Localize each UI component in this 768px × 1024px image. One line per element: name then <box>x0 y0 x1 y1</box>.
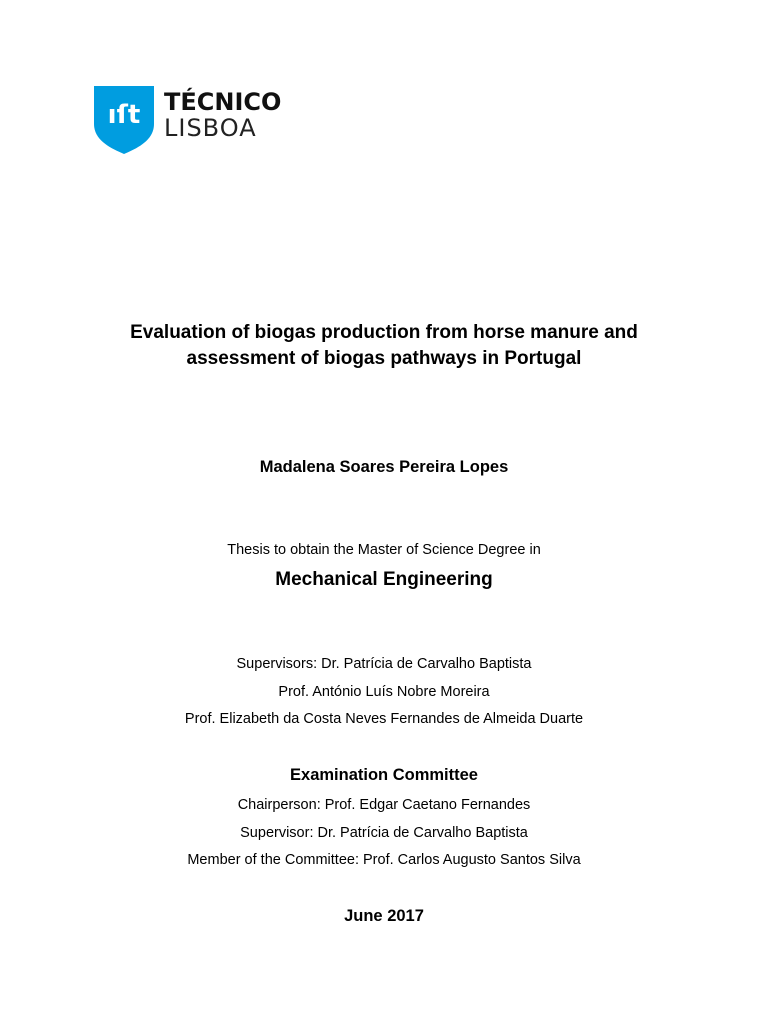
thesis-title-line-2: assessment of biogas pathways in Portugal <box>186 348 582 369</box>
logo-line-lisboa: LISBOA <box>164 114 257 142</box>
shield-glyph: ıſt <box>107 100 141 130</box>
tecnico-lisboa-logo <box>94 86 284 156</box>
thesis-title-line-1: Evaluation of biogas production from horse manure and <box>130 322 638 343</box>
supervisor-line-3: Prof. Elizabeth da Costa Neves Fernandes de Almeida Duarte <box>184 711 584 727</box>
committee-member-2: Supervisor: Dr. Patrícia de Carvalho Baptista <box>240 825 528 841</box>
degree-intro: Thesis to obtain the Master of Science Degree in <box>227 542 541 558</box>
committee-member-3: Member of the Committee: Prof. Carlos Augusto Santos Silva <box>187 852 581 868</box>
committee-title: Examination Committee <box>290 766 478 784</box>
thesis-date: June 2017 <box>344 907 424 925</box>
supervisor-line-2: Prof. António Luís Nobre Moreira <box>278 684 490 700</box>
degree-name: Mechanical Engineering <box>275 569 493 590</box>
logo-wordmark <box>164 90 281 140</box>
supervisor-line-1: Supervisors: Dr. Patrícia de Carvalho Baptista <box>236 656 532 672</box>
logo-line-tecnico: TÉCNICO <box>164 88 282 116</box>
thesis-title <box>0 320 768 372</box>
shield-icon <box>94 86 154 154</box>
committee-member-1: Chairperson: Prof. Edgar Caetano Fernandes <box>237 797 531 813</box>
author-name: Madalena Soares Pereira Lopes <box>259 458 509 476</box>
